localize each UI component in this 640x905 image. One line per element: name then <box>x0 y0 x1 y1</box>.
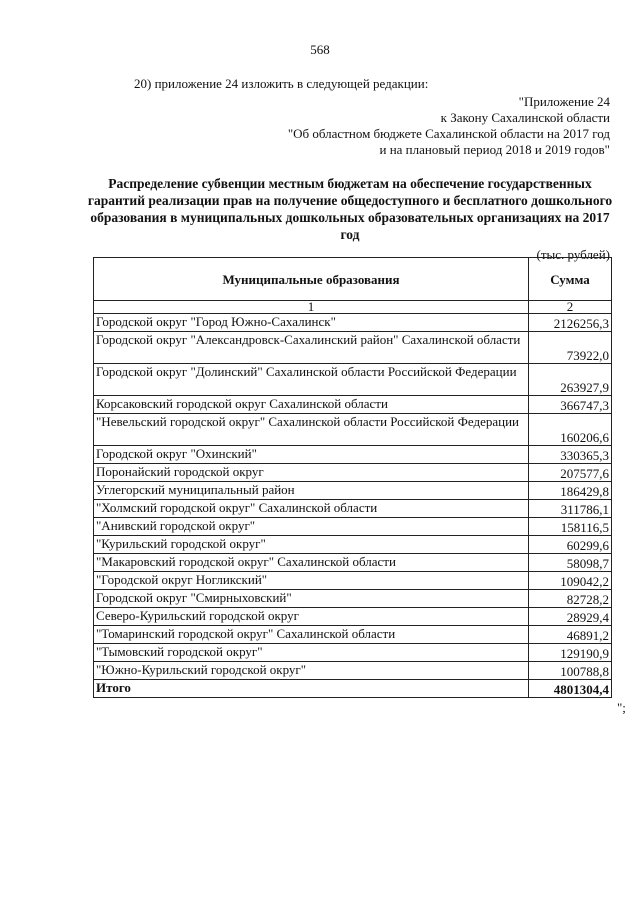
sum-value: 109042,2 <box>529 572 612 590</box>
total-sum: 4801304,4 <box>529 680 612 698</box>
sum-value: 311786,1 <box>529 500 612 518</box>
municipality-name: "Анивский городской округ" <box>94 518 529 536</box>
municipality-name: "Макаровский городской округ" Сахалинской области <box>94 554 529 572</box>
appendix-header-line: и на плановый период 2018 и 2019 годов" <box>379 142 610 157</box>
document-title: Распределение субвенции местным бюджетам на обеспечение государственных гарантий реализации прав на получение общедоступного и бесплатного дошкольного образования в муниципальных дошкольных образовательных организациях на 2017 год <box>87 176 613 242</box>
appendix-header-line: "Об областном бюджете Сахалинской области на 2017 год <box>287 126 610 141</box>
table-row <box>94 482 612 500</box>
sum-value: 28929,4 <box>529 608 612 626</box>
municipality-name: Городской округ "Смирныховский" <box>94 590 529 608</box>
page-number: 568 <box>310 42 330 57</box>
sum-value: 100788,8 <box>529 662 612 680</box>
sum-value: 46891,2 <box>529 626 612 644</box>
municipality-name: "Невельский городской округ" Сахалинской области Российской Федерации <box>94 414 529 446</box>
column-index: 2 <box>529 301 612 314</box>
closing-quote: "; <box>617 700 626 715</box>
column-index: 1 <box>94 301 529 314</box>
municipality-name: "Тымовский городской округ" <box>94 644 529 662</box>
units-label: (тыс. рублей) <box>536 247 610 262</box>
municipality-name: Углегорский муниципальный район <box>94 482 529 500</box>
table-row <box>94 572 612 590</box>
municipality-name: Городской округ "Охинский" <box>94 446 529 464</box>
table-row <box>94 626 612 644</box>
municipality-name: "Южно-Курильский городской округ" <box>94 662 529 680</box>
table-row <box>94 554 612 572</box>
municipality-name: Корсаковский городской округ Сахалинской области <box>94 396 529 414</box>
municipality-name: "Курильский городской округ" <box>94 536 529 554</box>
table-row <box>94 590 612 608</box>
table-row <box>94 396 612 414</box>
sum-value: 158116,5 <box>529 518 612 536</box>
municipality-name: Северо-Курильский городской округ <box>94 608 529 626</box>
sum-value: 186429,8 <box>529 482 612 500</box>
table-row <box>94 314 612 332</box>
table-row <box>94 608 612 626</box>
sum-value: 263927,9 <box>529 364 612 396</box>
table-row <box>94 500 612 518</box>
sum-value: 73922,0 <box>529 332 612 364</box>
municipality-name: "Холмский городской округ" Сахалинской области <box>94 500 529 518</box>
sum-value: 60299,6 <box>529 536 612 554</box>
table-row <box>94 518 612 536</box>
municipality-name: Поронайский городской округ <box>94 464 529 482</box>
municipality-name: Городской округ "Александровск-Сахалинский район" Сахалинской области <box>94 332 529 364</box>
intro-text: 20) приложение 24 изложить в следующей редакции: <box>134 76 429 91</box>
table-row <box>94 332 612 364</box>
table-row <box>94 364 612 396</box>
sum-value: 366747,3 <box>529 396 612 414</box>
column-index-row <box>94 301 612 314</box>
sum-value: 160206,6 <box>529 414 612 446</box>
column-header-sum: Сумма <box>529 258 612 301</box>
table-row <box>94 464 612 482</box>
table-row <box>94 446 612 464</box>
total-label: Итого <box>94 680 529 698</box>
sum-value: 129190,9 <box>529 644 612 662</box>
subvention-table <box>93 257 612 698</box>
appendix-header-line: "Приложение 24 <box>518 94 610 109</box>
sum-value: 330365,3 <box>529 446 612 464</box>
appendix-header-line: к Закону Сахалинской области <box>440 110 610 125</box>
table-row <box>94 644 612 662</box>
municipality-name: "Городской округ Ногликский" <box>94 572 529 590</box>
municipality-name: Городской округ "Долинский" Сахалинской области Российской Федерации <box>94 364 529 396</box>
table-row <box>94 414 612 446</box>
sum-value: 207577,6 <box>529 464 612 482</box>
sum-value: 82728,2 <box>529 590 612 608</box>
sum-value: 58098,7 <box>529 554 612 572</box>
column-header-municipality: Муниципальные образования <box>94 258 529 301</box>
total-row <box>94 680 612 698</box>
municipality-name: "Томаринский городской округ" Сахалинской области <box>94 626 529 644</box>
table-row <box>94 662 612 680</box>
sum-value: 2126256,3 <box>529 314 612 332</box>
municipality-name: Городской округ "Город Южно-Сахалинск" <box>94 314 529 332</box>
table-row <box>94 536 612 554</box>
